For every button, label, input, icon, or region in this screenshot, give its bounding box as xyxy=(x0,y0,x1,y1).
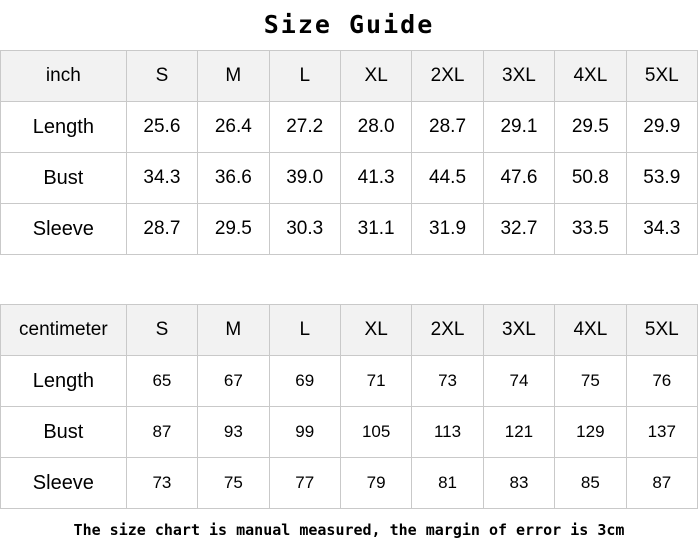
cell-sleeve-m-inch: 29.5 xyxy=(198,204,269,255)
size-header-xl: XL xyxy=(340,51,411,102)
cell-length-5xl-cm: 76 xyxy=(626,356,697,407)
table-header-row-inch xyxy=(1,51,698,102)
row-label-sleeve-cm: Sleeve xyxy=(1,458,127,509)
size-table-inch xyxy=(0,50,698,255)
cell-sleeve-5xl-inch: 34.3 xyxy=(626,204,697,255)
cell-bust-xl-inch: 41.3 xyxy=(340,153,411,204)
cell-bust-5xl-cm: 137 xyxy=(626,407,697,458)
size-header-s-cm: S xyxy=(126,305,197,356)
size-header-3xl-cm: 3XL xyxy=(483,305,554,356)
size-header-4xl: 4XL xyxy=(555,51,626,102)
cell-length-m-cm: 67 xyxy=(198,356,269,407)
table-header-row-centimeter xyxy=(1,305,698,356)
row-label-bust-cm: Bust xyxy=(1,407,127,458)
cell-sleeve-2xl-cm: 81 xyxy=(412,458,483,509)
cell-length-m-inch: 26.4 xyxy=(198,102,269,153)
table-row xyxy=(1,407,698,458)
cell-bust-s-cm: 87 xyxy=(126,407,197,458)
cell-bust-3xl-inch: 47.6 xyxy=(483,153,554,204)
cell-length-l-inch: 27.2 xyxy=(269,102,340,153)
row-label-sleeve-inch: Sleeve xyxy=(1,204,127,255)
cell-sleeve-3xl-cm: 83 xyxy=(483,458,554,509)
cell-length-4xl-inch: 29.5 xyxy=(555,102,626,153)
cell-sleeve-xl-cm: 79 xyxy=(340,458,411,509)
size-header-s: S xyxy=(126,51,197,102)
cell-sleeve-l-inch: 30.3 xyxy=(269,204,340,255)
cell-bust-s-inch: 34.3 xyxy=(126,153,197,204)
size-header-l-cm: L xyxy=(269,305,340,356)
measurement-disclaimer: The size chart is manual measured, the margin of error is 3cm xyxy=(73,521,625,539)
cell-bust-5xl-inch: 53.9 xyxy=(626,153,697,204)
cell-bust-2xl-inch: 44.5 xyxy=(412,153,483,204)
size-header-3xl: 3XL xyxy=(483,51,554,102)
cell-sleeve-4xl-inch: 33.5 xyxy=(555,204,626,255)
cell-length-xl-inch: 28.0 xyxy=(340,102,411,153)
page-title: Size Guide xyxy=(263,10,435,39)
cell-length-s-cm: 65 xyxy=(126,356,197,407)
size-header-m: M xyxy=(198,51,269,102)
cell-sleeve-s-inch: 28.7 xyxy=(126,204,197,255)
cell-bust-m-cm: 93 xyxy=(198,407,269,458)
size-header-2xl-cm: 2XL xyxy=(412,305,483,356)
table-row xyxy=(1,153,698,204)
cell-sleeve-3xl-inch: 32.7 xyxy=(483,204,554,255)
table-row xyxy=(1,204,698,255)
row-label-length-inch: Length xyxy=(1,102,127,153)
cell-sleeve-4xl-cm: 85 xyxy=(555,458,626,509)
cell-length-2xl-inch: 28.7 xyxy=(412,102,483,153)
cell-sleeve-l-cm: 77 xyxy=(269,458,340,509)
table-row xyxy=(1,458,698,509)
size-table-centimeter xyxy=(0,304,698,509)
cell-sleeve-m-cm: 75 xyxy=(198,458,269,509)
row-label-bust-inch: Bust xyxy=(1,153,127,204)
cell-bust-l-cm: 99 xyxy=(269,407,340,458)
size-header-5xl: 5XL xyxy=(626,51,697,102)
size-header-4xl-cm: 4XL xyxy=(555,305,626,356)
table-row xyxy=(1,102,698,153)
cell-bust-xl-cm: 105 xyxy=(340,407,411,458)
cell-sleeve-s-cm: 73 xyxy=(126,458,197,509)
cell-bust-m-inch: 36.6 xyxy=(198,153,269,204)
row-label-length-cm: Length xyxy=(1,356,127,407)
cell-length-3xl-cm: 74 xyxy=(483,356,554,407)
cell-bust-4xl-cm: 129 xyxy=(555,407,626,458)
cell-bust-4xl-inch: 50.8 xyxy=(555,153,626,204)
table-row xyxy=(1,356,698,407)
size-header-l: L xyxy=(269,51,340,102)
cell-length-3xl-inch: 29.1 xyxy=(483,102,554,153)
size-header-m-cm: M xyxy=(198,305,269,356)
size-header-5xl-cm: 5XL xyxy=(626,305,697,356)
cell-length-s-inch: 25.6 xyxy=(126,102,197,153)
cell-sleeve-5xl-cm: 87 xyxy=(626,458,697,509)
unit-label-inch: inch xyxy=(1,51,127,102)
table-spacer xyxy=(0,255,698,304)
size-header-xl-cm: XL xyxy=(340,305,411,356)
cell-length-xl-cm: 71 xyxy=(340,356,411,407)
cell-length-l-cm: 69 xyxy=(269,356,340,407)
size-header-2xl: 2XL xyxy=(412,51,483,102)
unit-label-centimeter: centimeter xyxy=(1,305,127,356)
cell-length-4xl-cm: 75 xyxy=(555,356,626,407)
cell-sleeve-2xl-inch: 31.9 xyxy=(412,204,483,255)
cell-length-5xl-inch: 29.9 xyxy=(626,102,697,153)
cell-bust-l-inch: 39.0 xyxy=(269,153,340,204)
cell-length-2xl-cm: 73 xyxy=(412,356,483,407)
cell-bust-3xl-cm: 121 xyxy=(483,407,554,458)
cell-bust-2xl-cm: 113 xyxy=(412,407,483,458)
cell-sleeve-xl-inch: 31.1 xyxy=(340,204,411,255)
